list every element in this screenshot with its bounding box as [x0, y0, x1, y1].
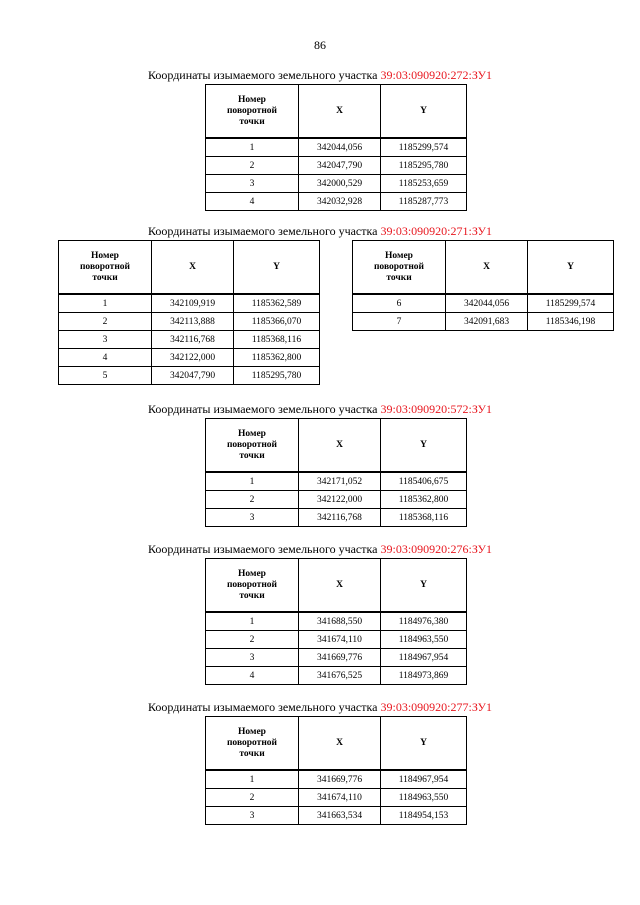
table-row [59, 367, 320, 385]
point-number: 4 [206, 193, 299, 211]
x-coordinate: 342113,888 [152, 313, 234, 331]
y-coordinate: 1185406,675 [381, 472, 467, 491]
y-coordinate: 1184963,550 [381, 789, 467, 807]
y-coordinate: 1185362,800 [234, 349, 320, 367]
point-number: 7 [353, 313, 446, 331]
table-row [59, 349, 320, 367]
y-coordinate: 1185362,800 [381, 491, 467, 509]
cadastral-number: 39:03:090920:271:ЗУ1 [380, 224, 493, 238]
point-number: 5 [59, 367, 152, 385]
y-coordinate: 1184967,954 [381, 770, 467, 789]
table-row [206, 612, 467, 631]
y-coordinate: 1184967,954 [381, 649, 467, 667]
table-row [206, 649, 467, 667]
header-point-number: Номер поворотной точки [206, 85, 299, 139]
table-row [206, 631, 467, 649]
y-coordinate: 1185295,780 [234, 367, 320, 385]
x-coordinate: 342047,790 [299, 157, 381, 175]
table-row [206, 807, 467, 825]
point-number: 1 [206, 138, 299, 157]
table-row [206, 491, 467, 509]
coordinates-section [0, 402, 640, 523]
point-number: 2 [206, 157, 299, 175]
header-x: X [299, 85, 381, 139]
table-row [206, 667, 467, 685]
x-coordinate: 342044,056 [446, 294, 528, 313]
header-y: Y [234, 241, 320, 295]
coordinates-table [205, 558, 467, 685]
header-x: X [446, 241, 528, 295]
point-number: 3 [206, 649, 299, 667]
coordinates-table [58, 240, 320, 385]
point-number: 1 [59, 294, 152, 313]
table-row [59, 331, 320, 349]
x-coordinate: 341674,110 [299, 631, 381, 649]
x-coordinate: 342171,052 [299, 472, 381, 491]
x-coordinate: 341669,776 [299, 649, 381, 667]
coordinates-section [0, 542, 640, 681]
table-row [206, 472, 467, 491]
section-caption [0, 402, 640, 416]
page-number: 86 [314, 38, 326, 52]
caption-text: Координаты изымаемого земельного участка [147, 68, 381, 82]
header-y: Y [381, 85, 467, 139]
y-coordinate: 1185287,773 [381, 193, 467, 211]
y-coordinate: 1184954,153 [381, 807, 467, 825]
x-coordinate: 341669,776 [299, 770, 381, 789]
caption-text: Координаты изымаемого земельного участка [147, 700, 381, 714]
x-coordinate: 342091,683 [446, 313, 528, 331]
point-number: 2 [206, 789, 299, 807]
header-point-number: Номер поворотной точки [206, 717, 299, 771]
coordinates-table [205, 716, 467, 825]
point-number: 1 [206, 770, 299, 789]
cadastral-number: 39:03:090920:277:ЗУ1 [380, 700, 493, 714]
x-coordinate: 342047,790 [152, 367, 234, 385]
x-coordinate: 342116,768 [152, 331, 234, 349]
y-coordinate: 1185368,116 [381, 509, 467, 527]
y-coordinate: 1185346,198 [528, 313, 614, 331]
table-header-row [206, 559, 467, 613]
header-x: X [299, 717, 381, 771]
y-coordinate: 1185295,780 [381, 157, 467, 175]
table-row [59, 313, 320, 331]
point-number: 3 [206, 175, 299, 193]
point-number: 3 [206, 807, 299, 825]
table-header-row [206, 85, 467, 139]
header-x: X [299, 419, 381, 473]
header-point-number: Номер поворотной точки [59, 241, 152, 295]
caption-text: Координаты изымаемого земельного участка [147, 542, 381, 556]
caption-text: Координаты изымаемого земельного участка [147, 224, 381, 238]
coordinates-table [205, 84, 467, 211]
section-caption [0, 224, 640, 238]
x-coordinate: 341663,534 [299, 807, 381, 825]
x-coordinate: 341688,550 [299, 612, 381, 631]
header-y: Y [381, 559, 467, 613]
y-coordinate: 1184976,380 [381, 612, 467, 631]
x-coordinate: 342044,056 [299, 138, 381, 157]
point-number: 3 [59, 331, 152, 349]
coordinates-section [0, 700, 640, 821]
header-point-number: Номер поворотной точки [206, 559, 299, 613]
section-caption [0, 542, 640, 556]
table-row [59, 294, 320, 313]
cadastral-number: 39:03:090920:276:ЗУ1 [380, 542, 493, 556]
header-y: Y [381, 717, 467, 771]
table-row [353, 294, 614, 313]
x-coordinate: 342122,000 [152, 349, 234, 367]
y-coordinate: 1185366,070 [234, 313, 320, 331]
coordinates-section [0, 68, 640, 207]
table-row [206, 509, 467, 527]
coordinates-section [0, 224, 640, 381]
y-coordinate: 1185299,574 [528, 294, 614, 313]
y-coordinate: 1185368,116 [234, 331, 320, 349]
x-coordinate: 342116,768 [299, 509, 381, 527]
y-coordinate: 1185362,589 [234, 294, 320, 313]
table-header-row [353, 241, 614, 295]
table-row [353, 313, 614, 331]
point-number: 4 [59, 349, 152, 367]
point-number: 3 [206, 509, 299, 527]
table-row [206, 770, 467, 789]
table-row [206, 157, 467, 175]
table-header-row [206, 717, 467, 771]
y-coordinate: 1184963,550 [381, 631, 467, 649]
x-coordinate: 342109,919 [152, 294, 234, 313]
cadastral-number: 39:03:090920:272:ЗУ1 [380, 68, 493, 82]
point-number: 4 [206, 667, 299, 685]
x-coordinate: 342032,928 [299, 193, 381, 211]
section-caption [0, 700, 640, 714]
x-coordinate: 341674,110 [299, 789, 381, 807]
table-header-row [59, 241, 320, 295]
table-row [206, 789, 467, 807]
table-header-row [206, 419, 467, 473]
header-x: X [152, 241, 234, 295]
point-number: 2 [206, 491, 299, 509]
point-number: 2 [206, 631, 299, 649]
point-number: 1 [206, 612, 299, 631]
cadastral-number: 39:03:090920:572:ЗУ1 [380, 402, 493, 416]
point-number: 2 [59, 313, 152, 331]
section-caption [0, 68, 640, 82]
point-number: 6 [353, 294, 446, 313]
header-y: Y [381, 419, 467, 473]
coordinates-table [205, 418, 467, 527]
header-point-number: Номер поворотной точки [206, 419, 299, 473]
y-coordinate: 1185299,574 [381, 138, 467, 157]
y-coordinate: 1184973,869 [381, 667, 467, 685]
header-y: Y [528, 241, 614, 295]
table-row [206, 175, 467, 193]
header-point-number: Номер поворотной точки [353, 241, 446, 295]
table-row [206, 138, 467, 157]
y-coordinate: 1185253,659 [381, 175, 467, 193]
point-number: 1 [206, 472, 299, 491]
caption-text: Координаты изымаемого земельного участка [147, 402, 381, 416]
header-x: X [299, 559, 381, 613]
coordinates-table [352, 240, 614, 331]
table-row [206, 193, 467, 211]
x-coordinate: 342000,529 [299, 175, 381, 193]
x-coordinate: 342122,000 [299, 491, 381, 509]
x-coordinate: 341676,525 [299, 667, 381, 685]
